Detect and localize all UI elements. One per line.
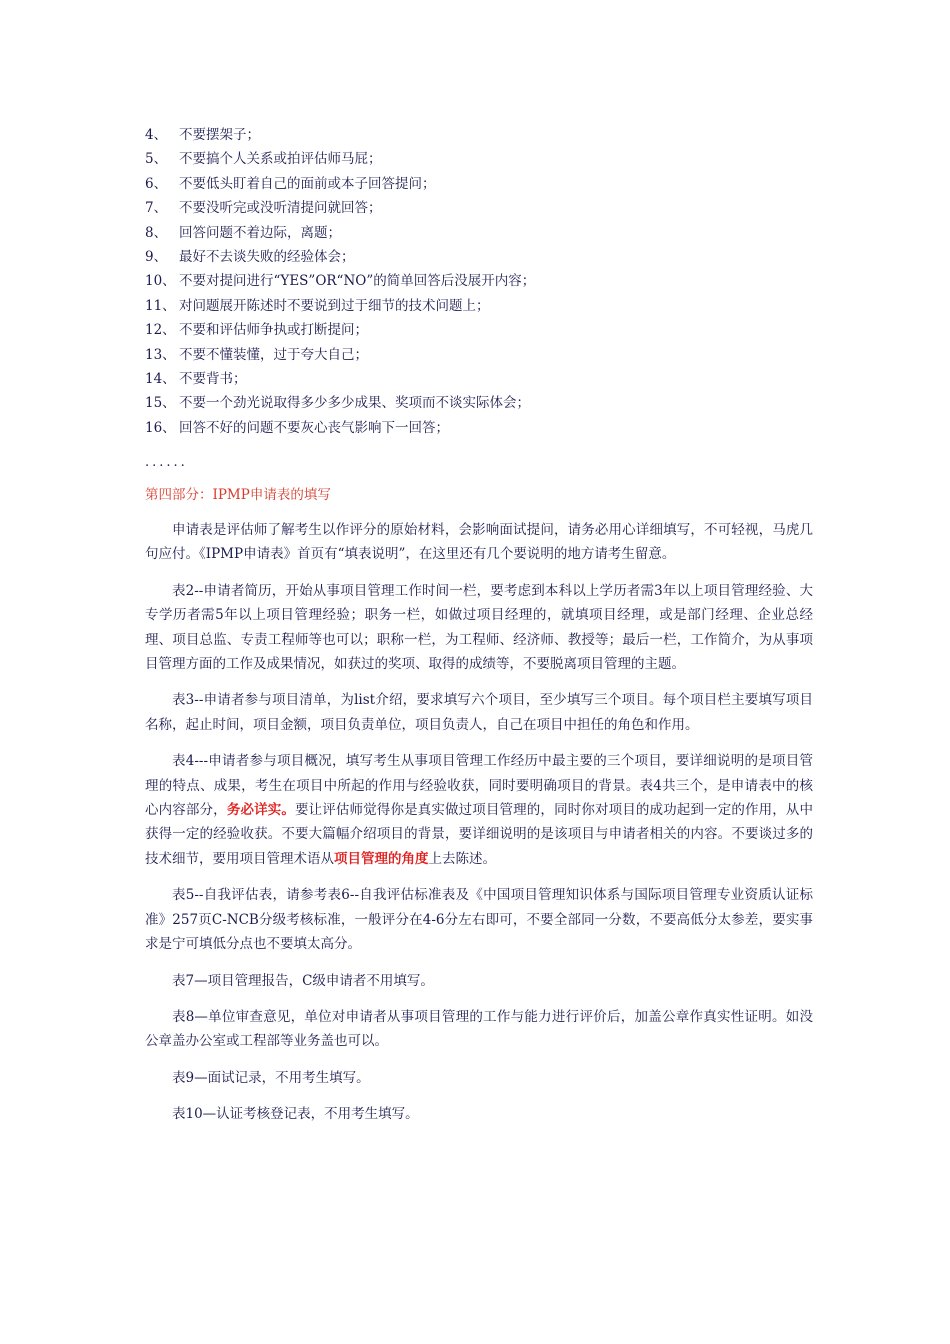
- list-item: 7、 不要没听完或没听清提问就回答；: [145, 200, 382, 217]
- list-item: 8、 回答问题不着边际，离题；: [145, 224, 341, 241]
- list-item: 9、 最好不去谈失败的经验体会；: [145, 248, 355, 265]
- paragraph-table9: 表9—面试记录，不用考生填写。: [172, 1069, 370, 1086]
- list-item: 15、 不要一个劲光说取得多少多少成果、奖项而不谈实际体会；: [145, 395, 530, 412]
- paragraph-intro: 申请表是评估师了解考生以作评分的原始材料，会影响面试提问，请务必用心详细填写，不可轻视，马虎几句应付。《IPMP申请表》首页有“填表说明”，在这里还有几个要说明的地方请考生留意。: [145, 522, 813, 563]
- ellipsis-dots: ......: [145, 455, 188, 470]
- highlight-text: 务必详实。: [226, 802, 295, 819]
- list-item: 11、 对问题展开陈述时不要说到过于细节的技术问题上；: [145, 297, 490, 314]
- paragraph-table10: 表10—认证考核登记表，不用考生填写。: [172, 1106, 419, 1123]
- list-item: 14、 不要背书；: [145, 370, 247, 387]
- dont-list: [145, 123, 825, 440]
- paragraph-table7: 表7—项目管理报告，C级申请者不用填写。: [172, 972, 434, 989]
- list-item: 5、 不要搞个人关系或拍评估师马屁；: [145, 151, 382, 168]
- list-item: 4、 不要摆架子；: [145, 127, 260, 143]
- list-item: 6、 不要低头盯着自己的面前或本子回答提问；: [145, 175, 436, 192]
- list-item: 10、 不要对提问进行“YES”OR“NO”的简单回答后没展开内容；: [145, 273, 536, 290]
- list-item: 13、 不要不懂装懂，过于夸大自己；: [145, 346, 368, 363]
- body-text: [145, 518, 813, 1139]
- paragraph-table4: 表4---申请者参与项目概况，填写考生从事项目管理工作经历中最主要的三个项目，要详细说明的是项目管理的特点、成果，考生在项目中所起的作用与经验收获，同时要明确项目的背景。表4共三个，是申请表中的核心内容部分，务必详实。要让评估师觉得你是真实做过项目管理的，同时你对项目的成功起到一定的作用，从中获得一定的经验收获。不要大篇幅介绍项目的背景，要详细说明的是该项目与申请者相关的内容。不要谈过多的技术细节，要用项目管理术语从项目管理的角度上去陈述。: [145, 753, 814, 867]
- paragraph-table2: 表2--申请者简历，开始从事项目管理工作时间一栏，要考虑到本科以上学历者需3年以上项目管理经验、大专学历者需5年以上项目管理经验；职务一栏，如做过项目经理的，就填项目经理，或是部门经理、企业总经理、项目总监、专责工程师等也可以；职称一栏，为工程师、经济师、教授等；最后一栏，工作简介，为从事项目管理方面的工作及成果情况，如获过的奖项、取得的成绩等，不要脱离项目管理的主题。: [145, 582, 813, 673]
- paragraph-table3: 表3--申请者参与项目清单，为list介绍，要求填写六个项目，至少填写三个项目。每个项目栏主要填写项目名称，起止时间，项目金额，项目负责单位，项目负责人，自己在项目中担任的角色和作用。: [145, 692, 813, 733]
- highlight-text: 项目管理的角度: [334, 850, 429, 867]
- section-heading: 第四部分：IPMP申请表的填写: [145, 487, 331, 503]
- list-item: 16、 回答不好的问题不要灰心丧气影响下一回答；: [145, 419, 449, 436]
- list-item: 12、 不要和评估师争执或打断提问；: [145, 322, 368, 339]
- paragraph-table5: 表5--自我评估表，请参考表6--自我评估标准表及《中国项目管理知识体系与国际项目管理专业资质认证标准》257页C-NCB分级考核标准，一般评分在4-6分左右即可，不要全部同一分数，不要高低分太参差，要实事求是宁可填低分点也不要填太高分。: [145, 887, 813, 953]
- paragraph-table8: 表8—单位审查意见，单位对申请者从事项目管理的工作与能力进行评价后，加盖公章作真实性证明。如没公章盖办公室或工程部等业务盖也可以。: [145, 1008, 813, 1050]
